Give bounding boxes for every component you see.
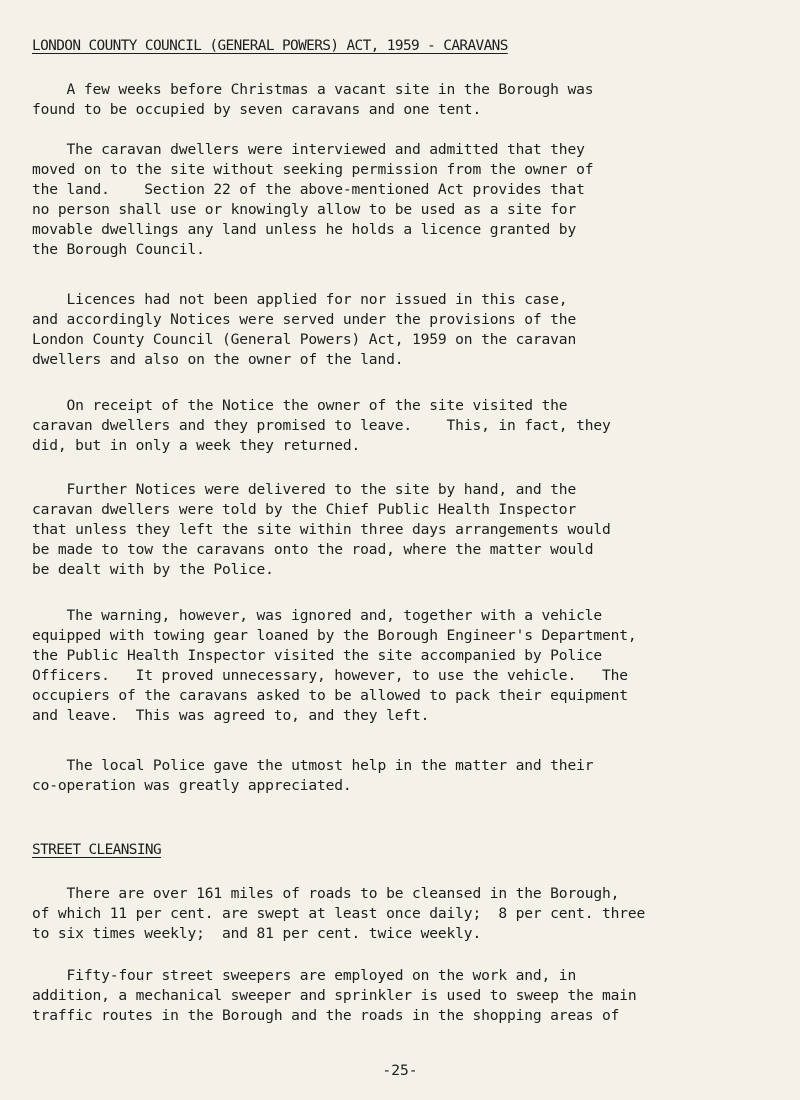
paragraph-5: Further Notices were delivered to the site by hand, and the caravan dwellers were told by the Chief Public Health Inspector that unless they left the site within three days arrangements would be made to tow the caravans onto the road, where the matter would be dealt with by the Police. [32,481,611,578]
paragraph-6: The warning, however, was ignored and, together with a vehicle equipped with towing gear loaned by the Borough Engineer's Department, the Public Health Inspector visited the site accompanied by Police Officers. It proved unnecessary, however, to use the vehicle. The occupiers of the caravans asked to be allowed to pack their equipment and leave. This was agreed to, and they left. [32,607,637,724]
paragraph-3: Licences had not been applied for nor issued in this case, and accordingly Notices were served under the provisions of the London County Council (General Powers) Act, 1959 on the caravan dwellers and also on the owner of the land. [32,291,577,368]
section-heading: STREET CLEANSING [32,842,162,858]
paragraph-4: On receipt of the Notice the owner of the site visited the caravan dwellers and they promised to leave. This, in fact, they did, but in only a week they returned. [32,397,611,454]
section-paragraph-2: Fifty-four street sweepers are employed on the work and, in addition, a mechanical sweeper and sprinkler is used to sweep the main traffic routes in the Borough and the roads in the shopping areas of [32,967,637,1024]
paragraph-7: The local Police gave the utmost help in the matter and their co-operation was greatly appreciated. [32,757,594,794]
paragraph-1: A few weeks before Christmas a vacant site in the Borough was found to be occupied by seven caravans and one tent. [32,81,594,118]
section-paragraph-1: There are over 161 miles of roads to be cleansed in the Borough, of which 11 per cent. are swept at least once daily; 8 per cent. three to six times weekly; and 81 per cent. twice weekly. [32,885,646,942]
page-number: -25- [382,1062,418,1079]
paragraph-2: The caravan dwellers were interviewed and admitted that they moved on to the site without seeking permission from the owner of the land. Section 22 of the above-mentioned Act provides that no person shall use or knowingly allow to be used as a site for movable dwellings any land unless he holds a licence granted by the Borough Council. [32,141,594,258]
page-title: LONDON COUNTY COUNCIL (GENERAL POWERS) ACT, 1959 - CARAVANS [32,38,508,54]
